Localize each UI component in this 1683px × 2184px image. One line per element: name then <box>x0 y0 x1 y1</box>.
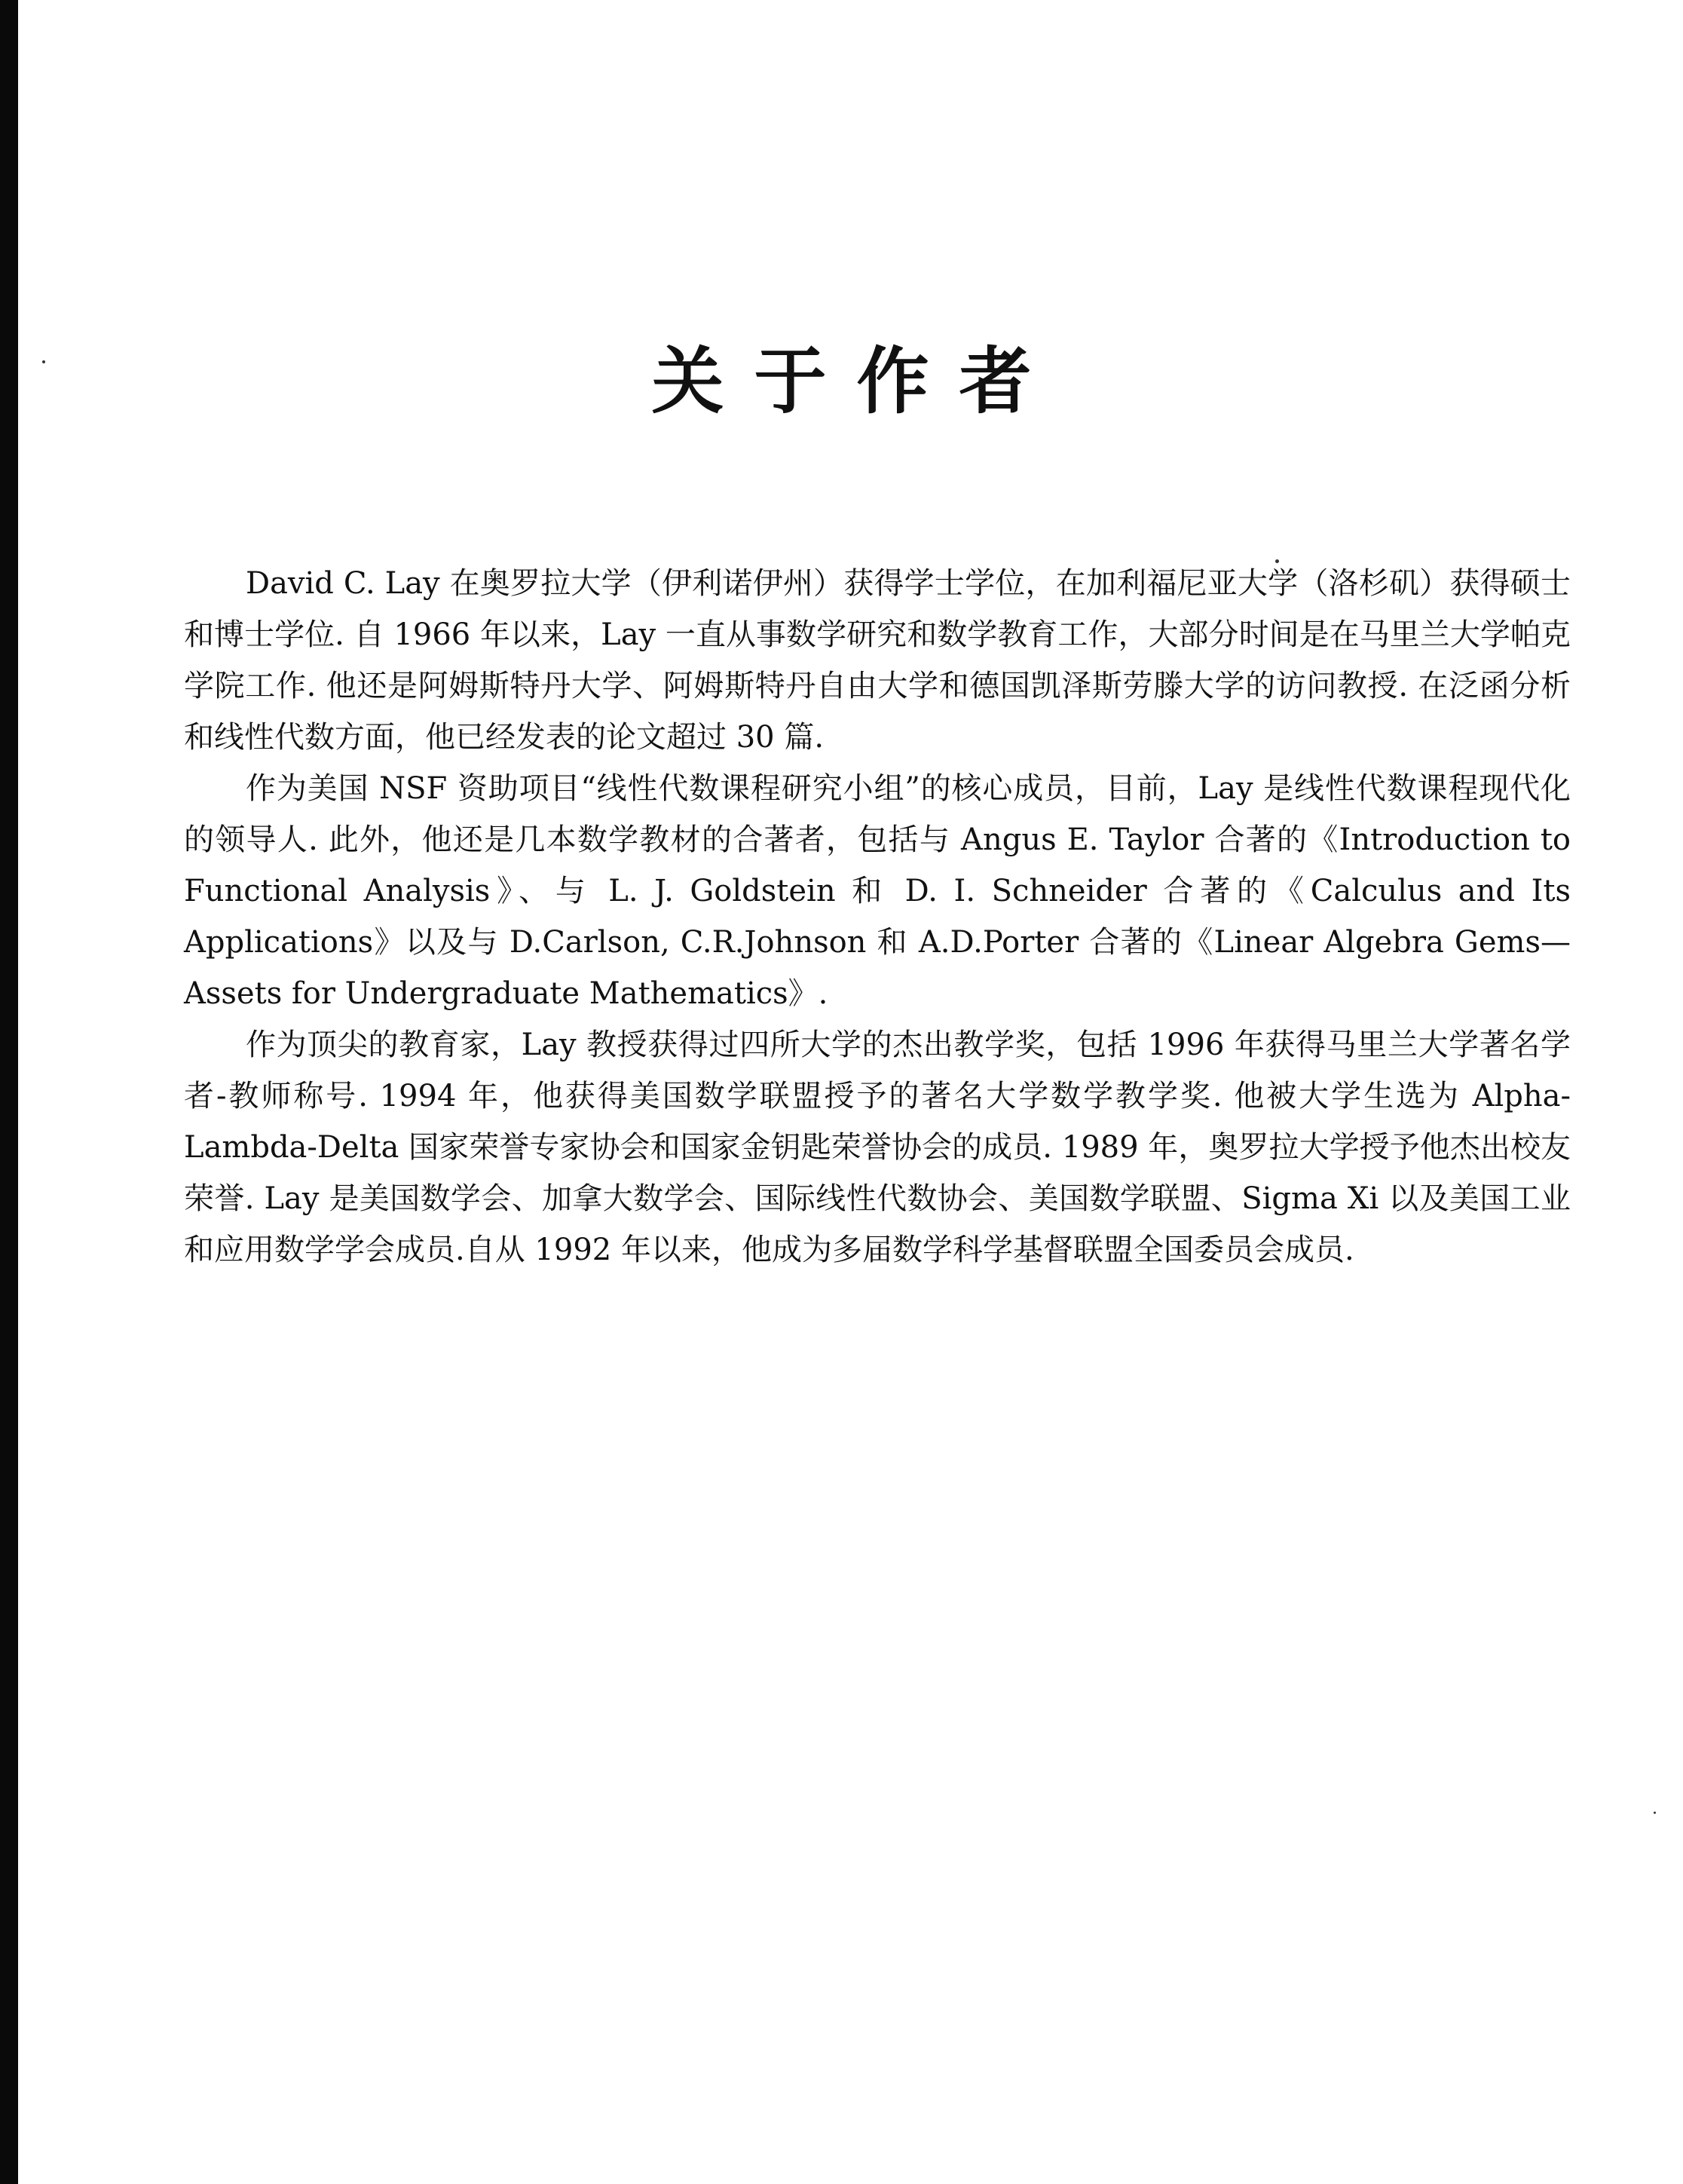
page-title: 关于作者 <box>651 339 1062 424</box>
paragraph-awards: 作为顶尖的教育家，Lay 教授获得过四所大学的杰出教学奖，包括 1996 年获得马里兰大学著名学者-教师称号. 1994 年，他获得美国数学联盟授予的著名大学数学教学奖. 他被大学生选为 Alpha-Lambda-Delta 国家荣誉专家协会和国家金钥匙荣誉协会的成员. 1989 年，奥罗拉大学授予他杰出校友荣誉. Lay 是美国数学会、加拿大数学会、国际线性代数协会、美国数学联盟、Sigma Xi 以及美国工业和应用数学学会成员.自从 1992 年以来，他成为多届数学科学基督联盟全国委员会成员. <box>184 1028 1571 1267</box>
scan-speck <box>1654 1812 1656 1814</box>
paragraph-education: David C. Lay 在奥罗拉大学（伊利诺伊州）获得学士学位，在加利福尼亚大学（洛杉矶）获得硕士和博士学位. 自 1966 年以来，Lay 一直从事数学研究和数学教育工作，大部分时间是在马里兰大学帕克学院工作. 他还是阿姆斯特丹大学、阿姆斯特丹自由大学和德国凯泽斯劳滕大学的访问教授. 在泛函分析和线性代数方面，他已经发表的论文超过 30 篇. <box>184 566 1571 755</box>
paragraph-publications: 作为美国 NSF 资助项目“线性代数课程研究小组”的核心成员，目前，Lay 是线性代数课程现代化的领导人. 此外，他还是几本数学教材的合著者，包括与 Angus E. Taylor 合著的《Introduction to Functional Analysis》、与 L. J. Goldstein 和 D. I. Schneider 合著的《Calculus and Its Applications》以及与 D.Carlson, C.R.Johnson 和 A.D.Porter 合著的《Linear Algebra Gems—Assets for Undergraduate Mathematics》. <box>184 771 1571 1011</box>
body-text <box>184 558 1571 1276</box>
